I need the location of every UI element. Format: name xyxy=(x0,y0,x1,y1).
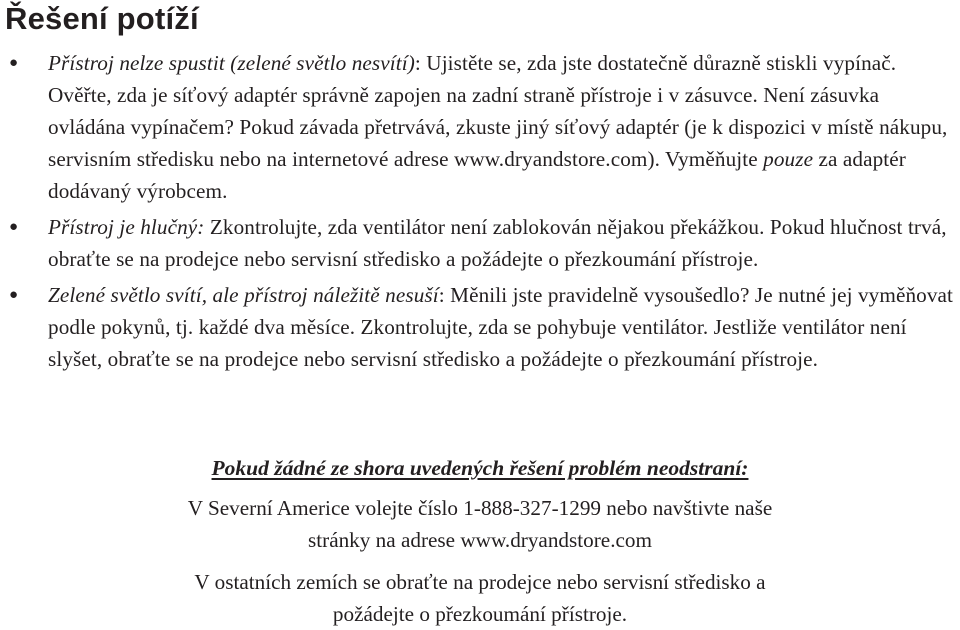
bullet-icon: ● xyxy=(9,55,19,71)
list-item-no-start xyxy=(0,47,960,207)
support-heading: Pokud žádné ze shora uvedených řešení problém neodstraní: xyxy=(211,456,749,480)
troubleshooting-list xyxy=(0,47,960,379)
issue-text: Měnili jste pravidelně vysoušedlo? Je nutné jej vyměňovat podle pokynů, tj. každé dva měsíce. Zkontrolujte, zda se pohybuje ventilátor. Jestliže ventilátor není slyšet, obraťte se na prodejce nebo servisní středisko a požádejte o přezkoumání přístroje. xyxy=(48,283,954,371)
issue-separator: : xyxy=(414,51,421,75)
list-item-not-drying xyxy=(0,279,960,375)
other-countries-contact xyxy=(0,566,960,630)
issue-text: Zkontrolujte, zda ventilátor není zablokován nějakou překážkou. Pokud hlučnost trvá, obraťte se na prodejce nebo servisní středisko a požádejte o přezkoumání přístroje. xyxy=(48,215,947,271)
north-america-contact xyxy=(0,492,960,556)
bullet-icon: ● xyxy=(9,287,19,303)
other-countries-line-1: V ostatních zemích se obraťte na prodejce nebo servisní středisko a xyxy=(194,570,766,594)
north-america-line-2: stránky na adrese www.dryandstore.com xyxy=(308,528,652,552)
issue-text-end: za adaptér dodávaný výrobcem. xyxy=(48,147,906,203)
page-title: Řešení potíží xyxy=(5,1,199,36)
issue-text: Ujistěte se, zda jste dostatečně důrazně stiskli vypínač. Ověřte, zda je síťový adaptér správně zapojen na zadní straně přístroje i v zásuvce. Není zásuvka ovládána vypínačem? Pokud závada přetrvává, zkuste jiný síťový adaptér (je k dispozici v místě nákupu, servisním středisku nebo na internetové adrese www.dryandstore.com). Vyměňujte xyxy=(48,51,948,171)
north-america-line-1: V Severní Americe volejte číslo 1-888-327-1299 nebo navštivte naše xyxy=(187,496,773,520)
issue-separator: : xyxy=(438,283,445,307)
bullet-icon: ● xyxy=(9,219,19,235)
issue-emphasis: pouze xyxy=(763,147,814,171)
issue-title: Přístroj nelze spustit (zelené světlo nesvítí) xyxy=(48,51,415,75)
issue-title: Zelené světlo svítí, ale přístroj náležitě nesuší xyxy=(48,283,439,307)
other-countries-line-2: požádejte o přezkoumání přístroje. xyxy=(332,602,628,626)
issue-title: Přístroj je hlučný: xyxy=(48,215,205,239)
list-item-noisy xyxy=(0,211,960,275)
